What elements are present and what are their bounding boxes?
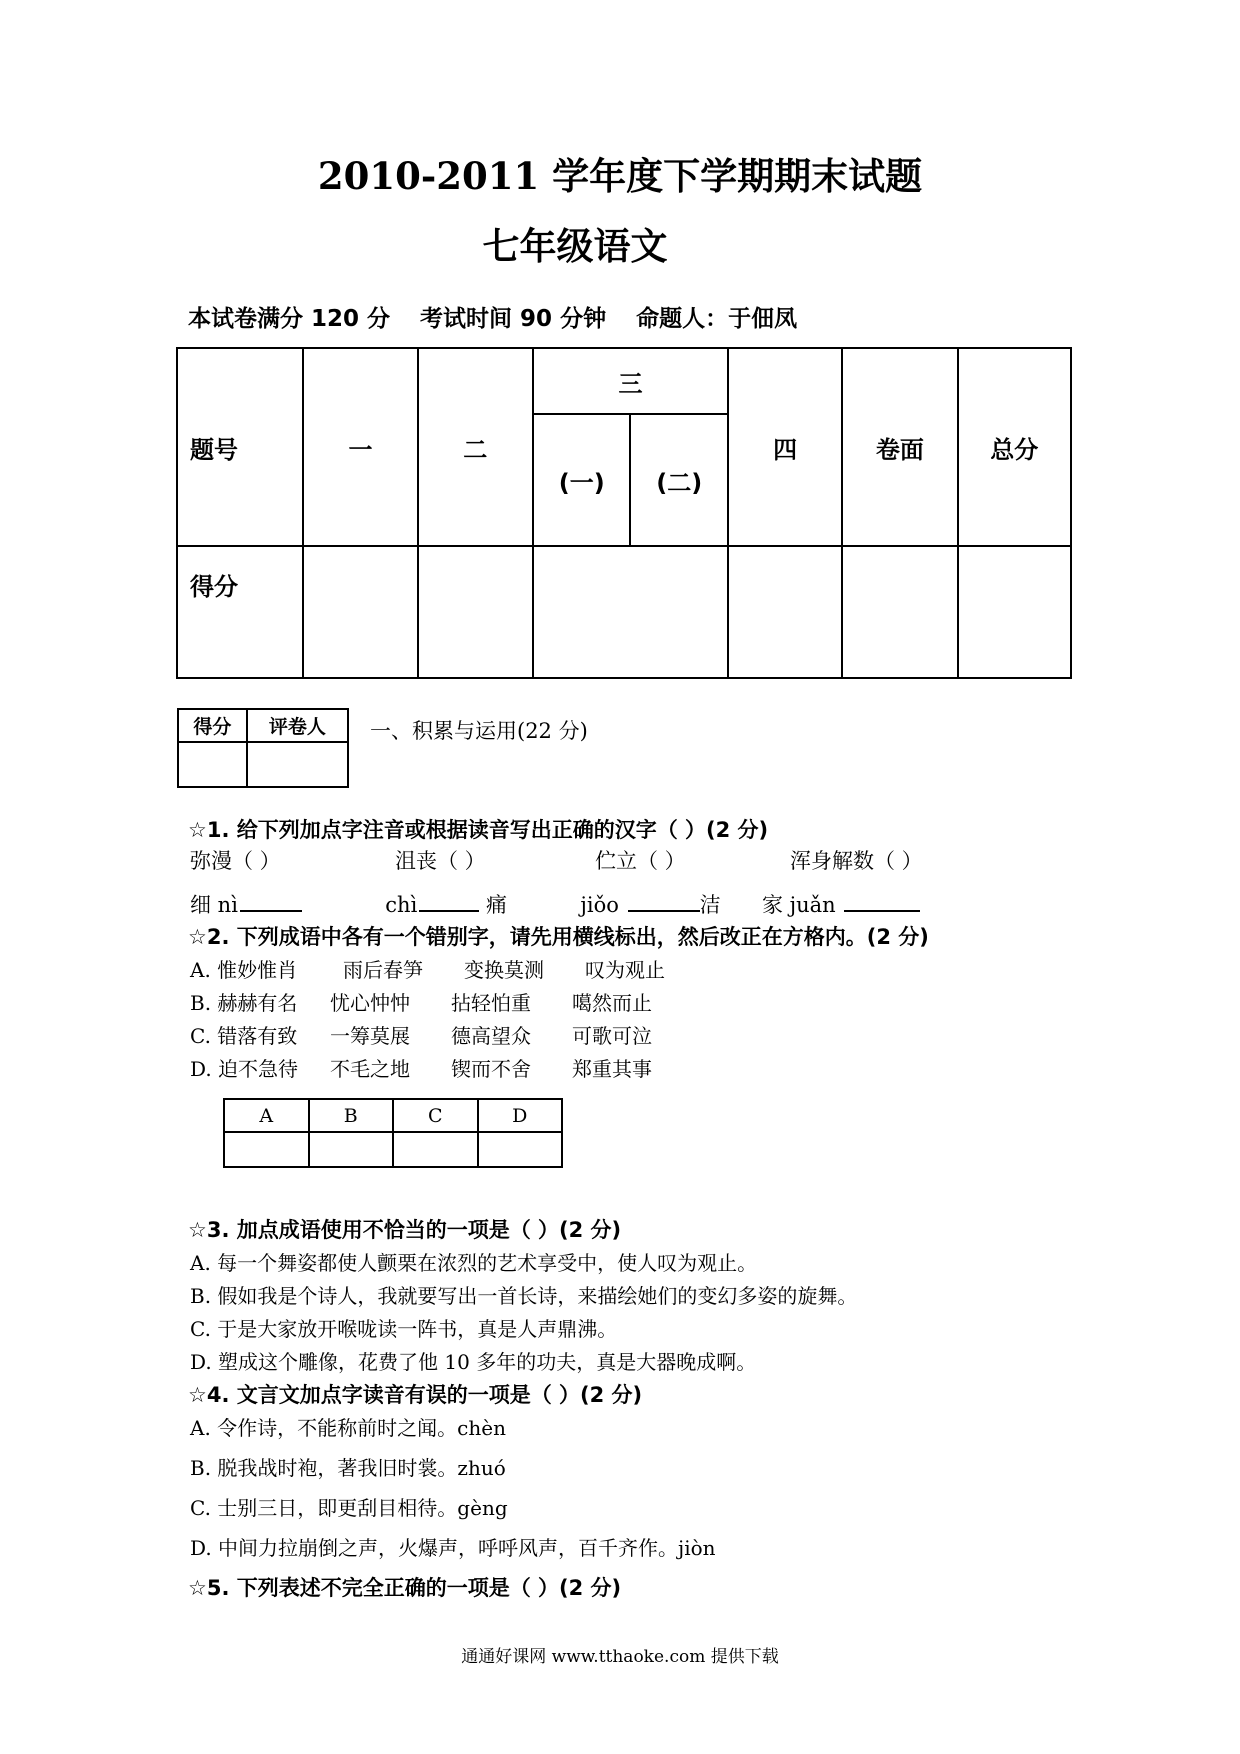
grader-score-label: 得分 <box>178 709 247 742</box>
q2-idiom: 叹为观止 <box>585 958 665 982</box>
q1-item: 弥漫（ ） <box>190 849 281 873</box>
exam-subtitle: 七年级语文 <box>482 224 668 268</box>
full-score: 本试卷满分 120 分 <box>188 306 391 332</box>
q2-idiom: 拈轻怕重 <box>451 991 531 1015</box>
answer-header-b: B <box>309 1099 394 1132</box>
answer-header-c: C <box>393 1099 478 1132</box>
q1-blank[interactable] <box>240 890 302 912</box>
col-2-header: 二 <box>418 348 533 546</box>
q3-option-d: D. 塑成这个雕像，花费了他 10 多年的功夫，真是大器晚成啊。 <box>190 1350 757 1374</box>
q4-option-d: D. 中间力拉崩倒之声，火爆声，呼呼风声，百千齐作。jiòn <box>190 1536 716 1560</box>
q2-idiom: 变换莫测 <box>464 958 544 982</box>
row-label-score: 得分 <box>177 546 303 678</box>
col-3b-header: (二) <box>630 414 728 546</box>
q1-items-a <box>190 845 923 875</box>
q1-item: chì <box>385 893 418 917</box>
q4-option-b: B. 脱我战时袍，著我旧时裳。zhuó <box>190 1456 506 1480</box>
col-3a-header: (一) <box>533 414 631 546</box>
grader-name-cell[interactable] <box>247 742 348 787</box>
q3-option-b: B. 假如我是个诗人，我就要写出一首长诗，来描绘她们的变幻多姿的旋舞。 <box>190 1284 858 1308</box>
exam-author: 命题人：于佃凤 <box>636 306 798 332</box>
q1-item: 细 nì <box>190 893 238 917</box>
score-cell-6[interactable] <box>958 546 1071 678</box>
q2-idiom: A. 惟妙惟肖 <box>190 958 298 982</box>
q2-idiom: 噶然而止 <box>572 991 652 1015</box>
score-cell-4[interactable] <box>728 546 842 678</box>
exam-info <box>188 300 819 333</box>
q2-idiom: 忧心忡忡 <box>330 991 410 1015</box>
q5-prompt: ☆5. 下列表述不完全正确的一项是（ ）(2 分) <box>188 1576 622 1600</box>
q1-item: 洁 <box>699 893 721 917</box>
q3-option-c: C. 于是大家放开喉咙读一阵书，真是人声鼎沸。 <box>190 1317 618 1341</box>
q2-option-d <box>190 1053 652 1082</box>
q2-answer-grid <box>223 1098 563 1168</box>
q1-item: 浑身解数（ ） <box>790 849 923 873</box>
q1-blank[interactable] <box>628 890 700 912</box>
grader-label: 评卷人 <box>247 709 348 742</box>
col-5-header: 卷面 <box>842 348 957 546</box>
answer-header-a: A <box>224 1099 309 1132</box>
col-4-header: 四 <box>728 348 842 546</box>
grader-table <box>177 708 349 788</box>
col-3-header: 三 <box>533 348 728 414</box>
q1-item: jiǒo <box>580 893 619 917</box>
q3-prompt: ☆3. 加点成语使用不恰当的一项是（ ）(2 分) <box>188 1218 622 1242</box>
q1-blank[interactable] <box>844 890 920 912</box>
score-cell-5[interactable] <box>842 546 957 678</box>
exam-title: 2010-2011 学年度下学期期末试题 <box>317 154 923 198</box>
q2-idiom: 郑重其事 <box>572 1057 652 1081</box>
answer-cell-c[interactable] <box>393 1132 478 1167</box>
score-cell-3[interactable] <box>533 546 728 678</box>
q2-idiom: 雨后春笋 <box>343 958 423 982</box>
q1-item: 家 juǎn <box>761 893 836 917</box>
page-footer: 通通好课网 www.tthaoke.com 提供下载 <box>461 1647 779 1667</box>
answer-header-d: D <box>478 1099 563 1132</box>
q2-option-c <box>190 1020 652 1049</box>
q1-item: 痛 <box>486 893 507 917</box>
q2-option-b <box>190 987 652 1016</box>
q2-idiom: 一筹莫展 <box>330 1024 410 1048</box>
q4-prompt: ☆4. 文言文加点字读音有误的一项是（ ）(2 分) <box>188 1383 643 1407</box>
q2-idiom: C. 错落有致 <box>190 1024 298 1048</box>
answer-cell-b[interactable] <box>309 1132 394 1167</box>
q1-items-b <box>190 889 920 919</box>
q1-prompt: ☆1. 给下列加点字注音或根据读音写出正确的汉字（ ）(2 分) <box>188 818 769 842</box>
q1-item: 伫立（ ） <box>595 849 686 873</box>
q3-option-a: A. 每一个舞姿都使人颤栗在浓烈的艺术享受中，使人叹为观止。 <box>190 1251 758 1275</box>
q2-idiom: B. 赫赫有名 <box>190 991 298 1015</box>
q2-idiom: D. 迫不急待 <box>190 1057 299 1081</box>
section-1-heading: 一、积累与运用(22 分) <box>370 719 588 743</box>
answer-cell-a[interactable] <box>224 1132 309 1167</box>
q4-option-a: A. 令作诗，不能称前时之闻。chèn <box>190 1416 506 1440</box>
grader-score-cell[interactable] <box>178 742 247 787</box>
q2-option-a <box>190 954 665 983</box>
row-label-number: 题号 <box>177 348 303 546</box>
answer-cell-d[interactable] <box>478 1132 563 1167</box>
score-table <box>176 347 1072 679</box>
col-6-header: 总分 <box>958 348 1071 546</box>
q1-item: 沮丧（ ） <box>395 849 486 873</box>
exam-time: 考试时间 90 分钟 <box>420 306 607 332</box>
q2-idiom: 可歌可泣 <box>572 1024 652 1048</box>
score-cell-1[interactable] <box>303 546 417 678</box>
score-cell-2[interactable] <box>418 546 533 678</box>
q1-blank[interactable] <box>419 890 479 912</box>
col-1-header: 一 <box>303 348 417 546</box>
q2-idiom: 德高望众 <box>451 1024 531 1048</box>
q4-option-c: C. 士别三日，即更刮目相待。gèng <box>190 1496 508 1520</box>
q2-idiom: 不毛之地 <box>330 1057 410 1081</box>
q2-idiom: 锲而不舍 <box>451 1057 531 1081</box>
q2-prompt: ☆2. 下列成语中各有一个错别字，请先用横线标出，然后改正在方格内。(2 分) <box>188 925 929 949</box>
